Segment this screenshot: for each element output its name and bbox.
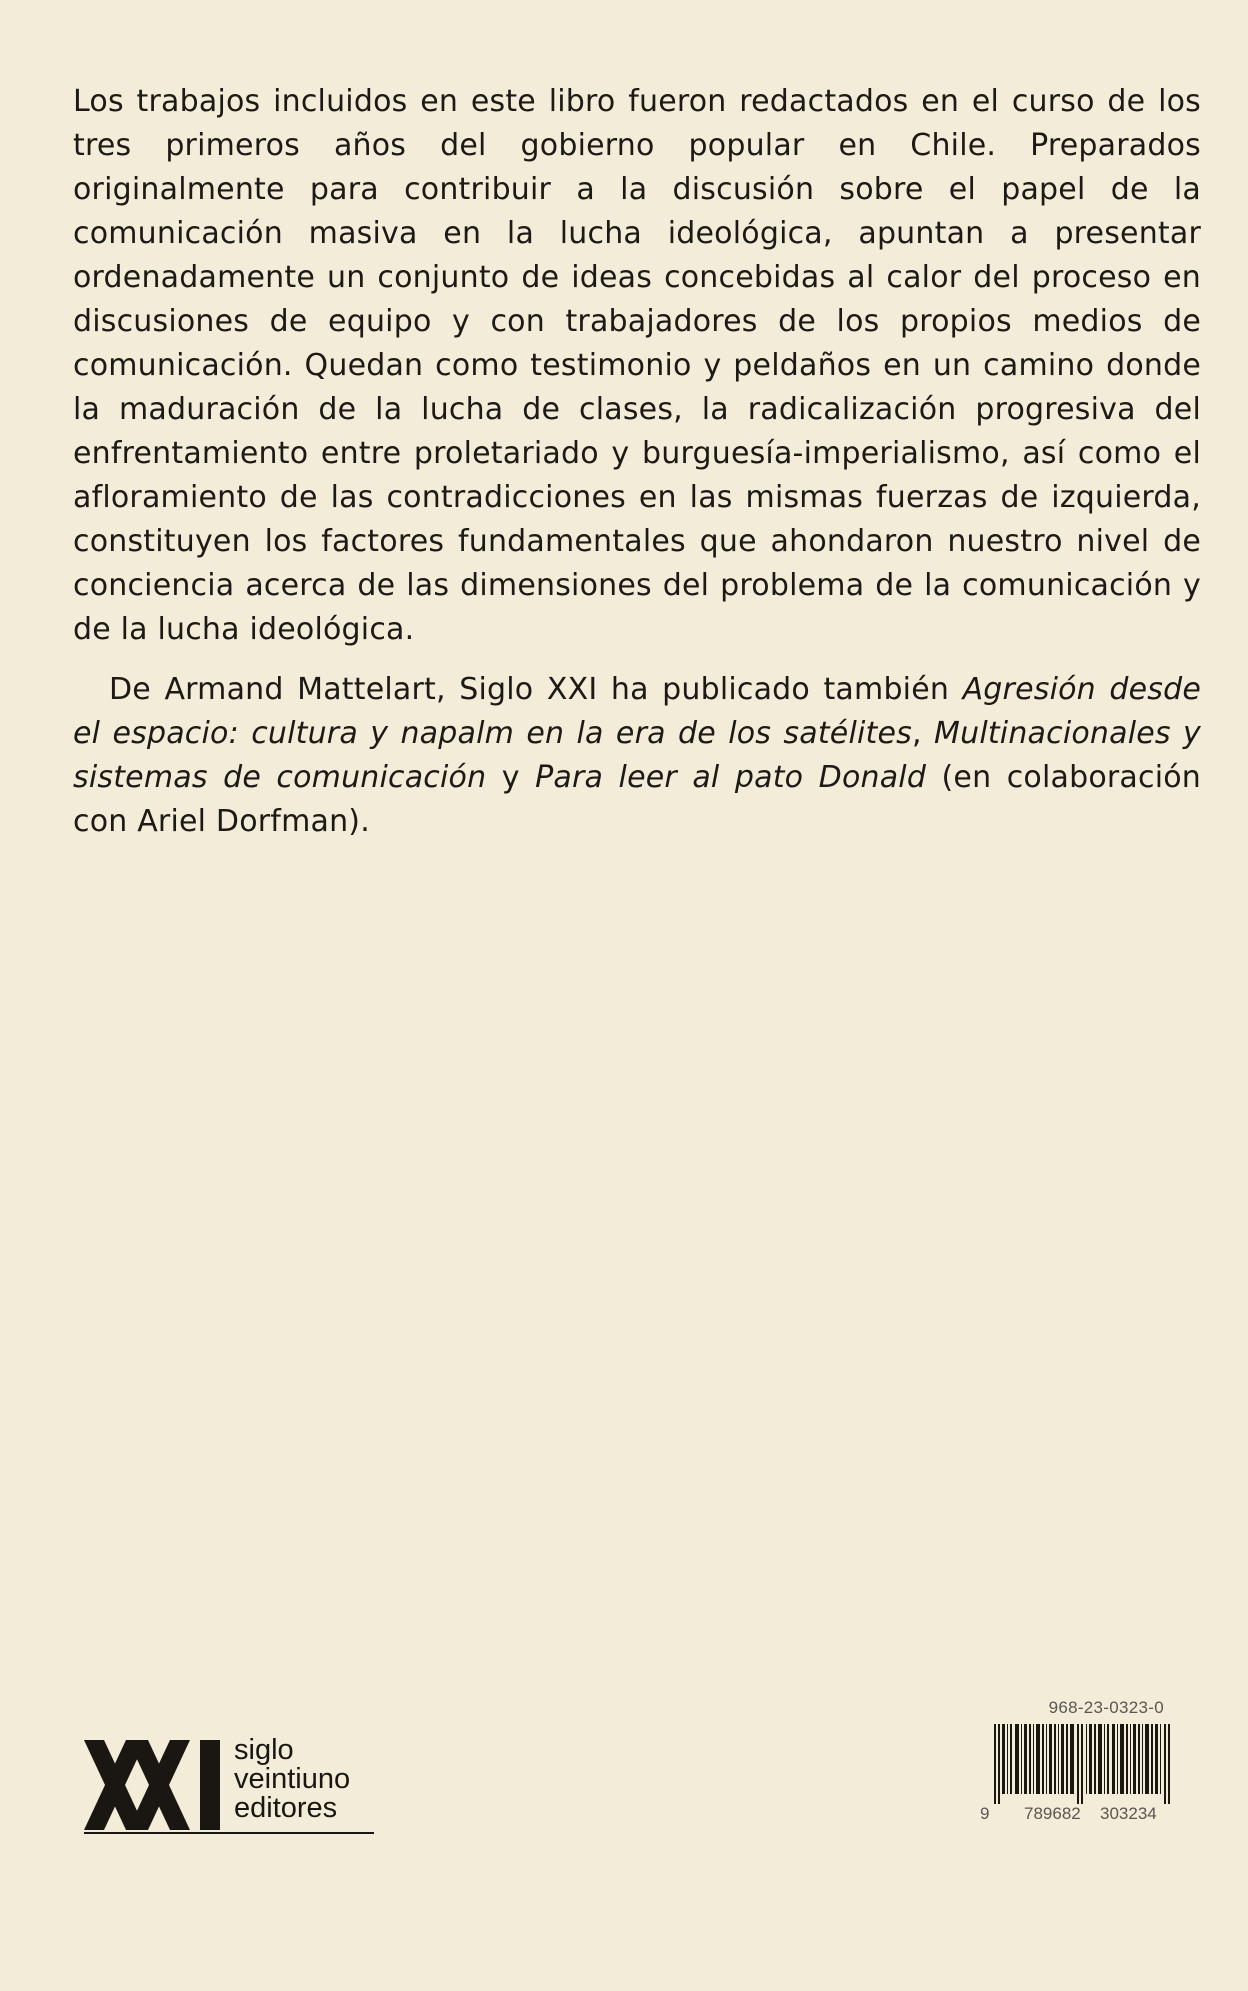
barcode-digits-right: 303234 (1100, 1804, 1157, 1823)
book-title-pato-donald: Para leer al pato Donald (535, 760, 927, 795)
separator-2: y (486, 760, 536, 795)
publisher-line-siglo: siglo (234, 1734, 294, 1766)
blurb-paragraph-2 (73, 668, 1201, 844)
publisher-line-veintiuno: veintiuno (234, 1763, 351, 1795)
barcode-digits-left: 789682 (1024, 1804, 1081, 1823)
isbn-number: 968-23-0323-0 (1048, 1698, 1164, 1717)
book-title-agresion: Agresión desde el espacio: cultura y napalm en la era de los satélites (73, 672, 1201, 751)
siglo-xxi-logo-icon (84, 1740, 234, 1830)
barcode-digit-first: 9 (980, 1804, 990, 1823)
other-works-intro: De Armand Mattelart, Siglo XXI ha publicado también (109, 672, 963, 707)
separator-1: , (911, 716, 935, 751)
publisher-logo (84, 1736, 384, 1836)
book-title-multinacionales: Multinacionales y sistemas de comunicación (73, 716, 1201, 795)
barcode-bars-icon (994, 1724, 1178, 1804)
other-works-outro: (en colaboración con Ariel Dorfman). (73, 760, 1201, 839)
publisher-line-editores: editores (234, 1792, 338, 1824)
logo-underline (84, 1832, 374, 1834)
isbn-barcode (980, 1698, 1190, 1828)
blurb-paragraph-1: Los trabajos incluidos en este libro fueron redactados en el curso de los tres primeros años del gobierno popular en Chile. Preparados originalmente para contribuir a la discusión sobre el papel de la comunicación masiva en la lucha ideológica, apuntan a presentar ordenadamente un conjunto de ideas concebidas al calor del proceso en discusiones de equipo y con trabajadores de los propios medios de comunicación. Quedan como testimonio y peldaños en un camino donde la maduración de la lucha de clases, la radicalización progresiva del enfrentamiento entre proletariado y burguesía-imperialismo, así como el afloramiento de las contradicciones en las mismas fuerzas de izquierda, constituyen los factores fundamentales que ahondaron nuestro nivel de conciencia acerca de las dimensiones del problema de la comunicación y de la lucha ideológica. (73, 84, 1201, 647)
back-cover-blurb (73, 80, 1201, 844)
publisher-name (234, 1736, 350, 1823)
